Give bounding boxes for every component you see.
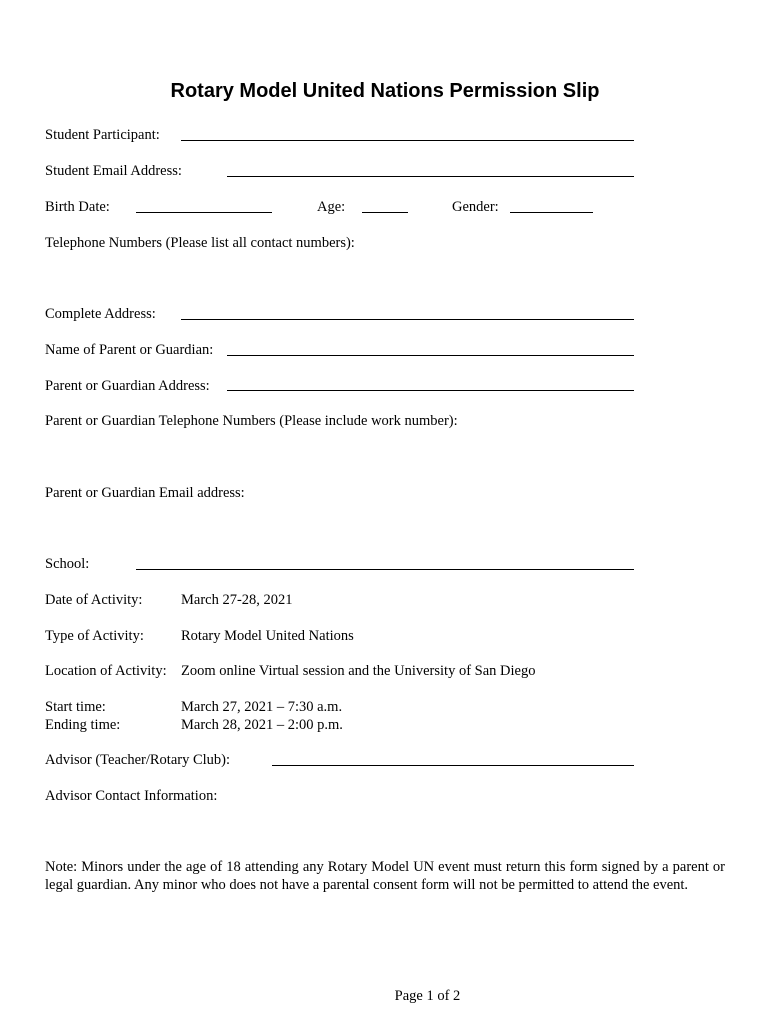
student-participant-label: Student Participant:: [45, 127, 160, 143]
complete-address-label: Complete Address:: [45, 306, 156, 322]
parent-address-field[interactable]: [227, 390, 634, 391]
parent-telephone-label: Parent or Guardian Telephone Numbers (Please include work number):: [45, 413, 458, 429]
advisor-label: Advisor (Teacher/Rotary Club):: [45, 752, 231, 768]
advisor-contact-label: Advisor Contact Information:: [45, 788, 218, 804]
school-label: School:: [45, 556, 90, 572]
student-email-label: Student Email Address:: [45, 163, 182, 179]
location-of-activity-label: Location of Activity:: [45, 663, 167, 679]
advisor-field[interactable]: [272, 765, 634, 766]
date-of-activity-value: March 27-28, 2021: [181, 592, 293, 608]
school-field[interactable]: [136, 569, 634, 570]
complete-address-field[interactable]: [181, 319, 634, 320]
start-time-value: March 27, 2021 – 7:30 a.m.: [181, 699, 343, 715]
type-of-activity-value: Rotary Model United Nations: [181, 628, 354, 644]
age-field[interactable]: [362, 212, 408, 213]
gender-field[interactable]: [510, 212, 593, 213]
start-time-label: Start time:: [45, 699, 106, 715]
parent-email-label: Parent or Guardian Email address:: [45, 485, 245, 501]
ending-time-label: Ending time:: [45, 717, 121, 733]
page-number: Page 1 of 2: [394, 988, 461, 1004]
student-participant-field[interactable]: [181, 140, 634, 141]
student-email-field[interactable]: [227, 176, 634, 177]
page-title: Rotary Model United Nations Permission Slip: [170, 80, 600, 102]
minors-note: Note: Minors under the age of 18 attending any Rotary Model UN event must return this form signed by a parent or legal guardian. Any minor who does not have a parental consent form will not be permitted to attend the event.: [45, 859, 725, 893]
telephone-label: Telephone Numbers (Please list all contact numbers):: [45, 235, 355, 251]
date-of-activity-label: Date of Activity:: [45, 592, 143, 608]
birth-date-field[interactable]: [136, 212, 272, 213]
type-of-activity-label: Type of Activity:: [45, 628, 144, 644]
age-label: Age:: [317, 199, 346, 215]
location-of-activity-value: Zoom online Virtual session and the University of San Diego: [181, 663, 536, 679]
birth-date-label: Birth Date:: [45, 199, 110, 215]
parent-name-field[interactable]: [227, 355, 634, 356]
parent-name-label: Name of Parent or Guardian:: [45, 342, 214, 358]
gender-label: Gender:: [452, 199, 499, 215]
ending-time-value: March 28, 2021 – 2:00 p.m.: [181, 717, 343, 733]
parent-address-label: Parent or Guardian Address:: [45, 378, 210, 394]
